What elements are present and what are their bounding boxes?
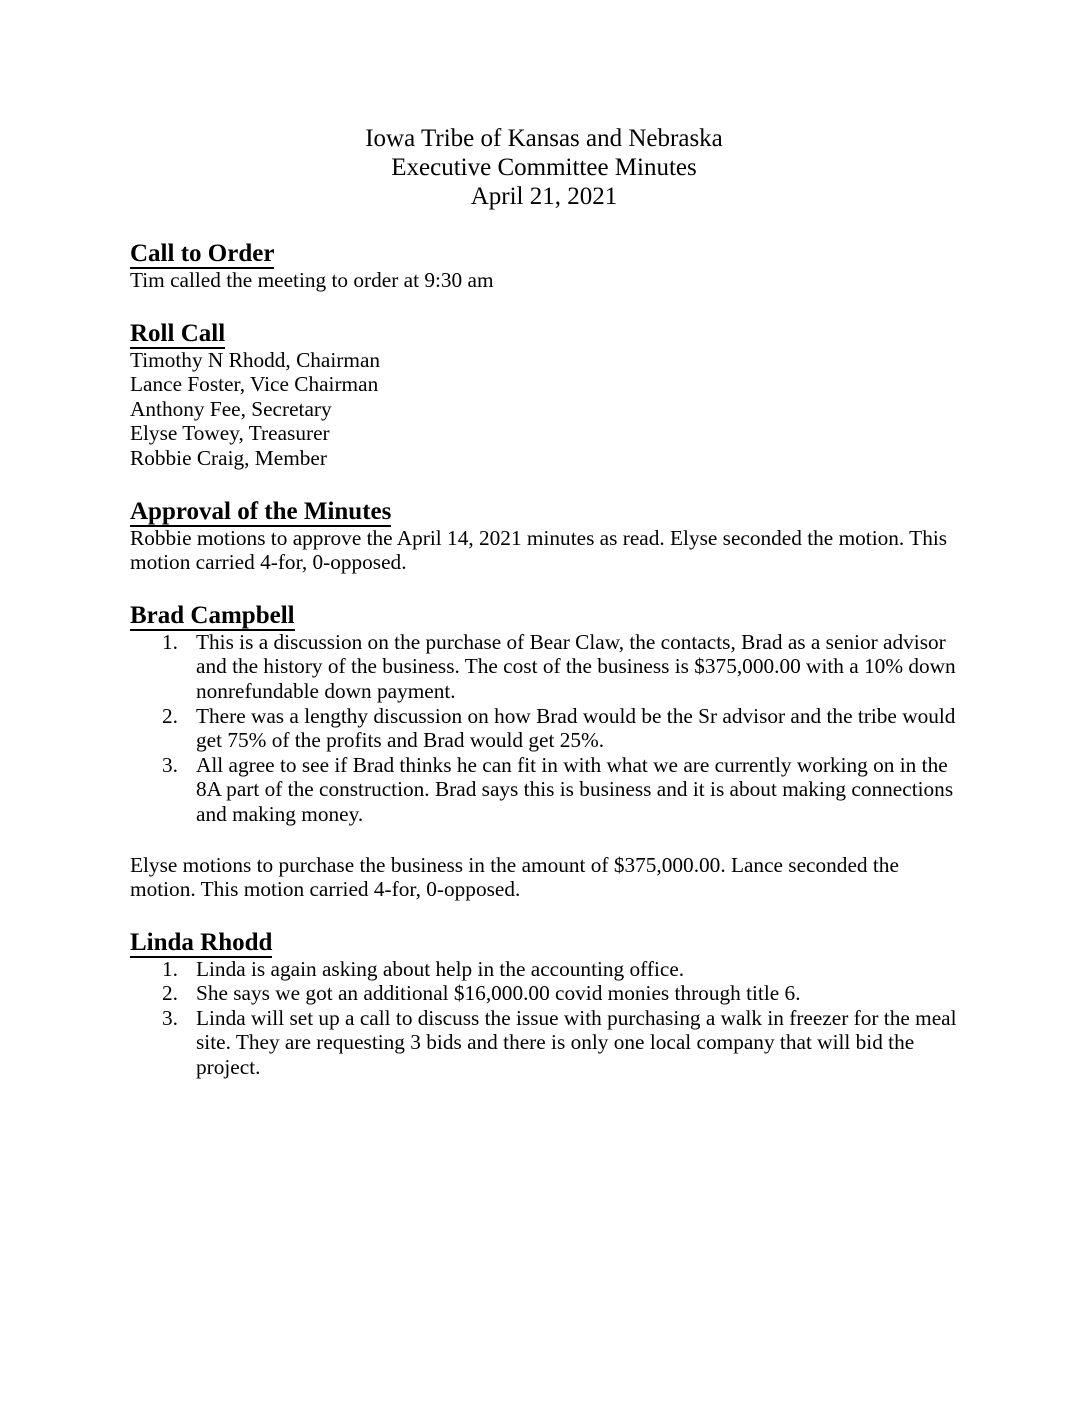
list-item-number: 1. bbox=[162, 629, 178, 654]
list-item-number: 3. bbox=[162, 1005, 178, 1030]
list-item-text: Linda is again asking about help in the accounting office. bbox=[196, 956, 685, 981]
document-title bbox=[130, 124, 958, 211]
list-item-text: She says we got an additional $16,000.00 covid monies through title 6. bbox=[196, 981, 801, 1006]
numbered-list bbox=[130, 630, 958, 827]
list-item bbox=[162, 957, 958, 982]
title-line-document-type: Executive Committee Minutes bbox=[391, 154, 697, 181]
roll-call-member: Elyse Towey, Treasurer bbox=[130, 421, 330, 446]
list-item bbox=[162, 981, 958, 1006]
section-roll-call bbox=[130, 319, 958, 471]
section-brad-campbell bbox=[130, 601, 958, 902]
list-item-text: There was a lengthy discussion on how Brad would be the Sr advisor and the tribe would get 75% of the profits and Brad would get 25%. bbox=[196, 703, 956, 753]
section-heading: Call to Order bbox=[130, 240, 275, 267]
title-line-date: April 21, 2021 bbox=[470, 183, 618, 210]
list-item-number: 1. bbox=[162, 956, 178, 981]
paragraph: Robbie motions to approve the April 14, 2021 minutes as read. Elyse seconded the motion. This motion carried 4-for, 0-opposed. bbox=[130, 525, 948, 575]
section-heading: Roll Call bbox=[130, 319, 226, 347]
section-approval-of-minutes bbox=[130, 497, 958, 575]
list-item bbox=[162, 704, 958, 753]
list-item bbox=[162, 753, 958, 827]
list-item-text: All agree to see if Brad thinks he can fit in with what we are currently working on in the 8A part of the construction. Brad says this is business and it is about making connections and making money. bbox=[196, 752, 954, 826]
roll-call-member: Timothy N Rhodd, Chairman bbox=[130, 347, 381, 372]
numbered-list bbox=[130, 957, 958, 1080]
list-item-number: 3. bbox=[162, 752, 178, 777]
list-item bbox=[162, 630, 958, 704]
paragraph: Tim called the meeting to order at 9:30 am bbox=[130, 268, 494, 292]
section-heading: Approval of the Minutes bbox=[130, 497, 392, 525]
list-item-text: Linda will set up a call to discuss the issue with purchasing a walk in freezer for the meal site. They are requesting 3 bids and there is only one local company that will bid the project. bbox=[196, 1005, 957, 1080]
list-item-number: 2. bbox=[162, 703, 178, 728]
motion-paragraph: Elyse motions to purchase the business in the amount of $375,000.00. Lance seconded the motion. This motion carried 4-for, 0-opposed. bbox=[130, 852, 899, 902]
roll-call-member: Lance Foster, Vice Chairman bbox=[130, 372, 379, 397]
title-line-organization: Iowa Tribe of Kansas and Nebraska bbox=[365, 125, 723, 152]
section-heading: Brad Campbell bbox=[130, 601, 295, 629]
section-call-to-order bbox=[130, 239, 958, 293]
section-linda-rhodd bbox=[130, 928, 958, 1080]
list-item bbox=[162, 1006, 958, 1080]
section-heading: Linda Rhodd bbox=[130, 928, 273, 956]
roll-call-member: Anthony Fee, Secretary bbox=[130, 396, 332, 421]
roll-call-member: Robbie Craig, Member bbox=[130, 445, 327, 470]
list-item-number: 2. bbox=[162, 981, 178, 1006]
list-item-text: This is a discussion on the purchase of Bear Claw, the contacts, Brad as a senior advisor and the history of the business. The cost of the business is $375,000.00 with a 10% down nonrefundable down payment. bbox=[196, 629, 956, 703]
